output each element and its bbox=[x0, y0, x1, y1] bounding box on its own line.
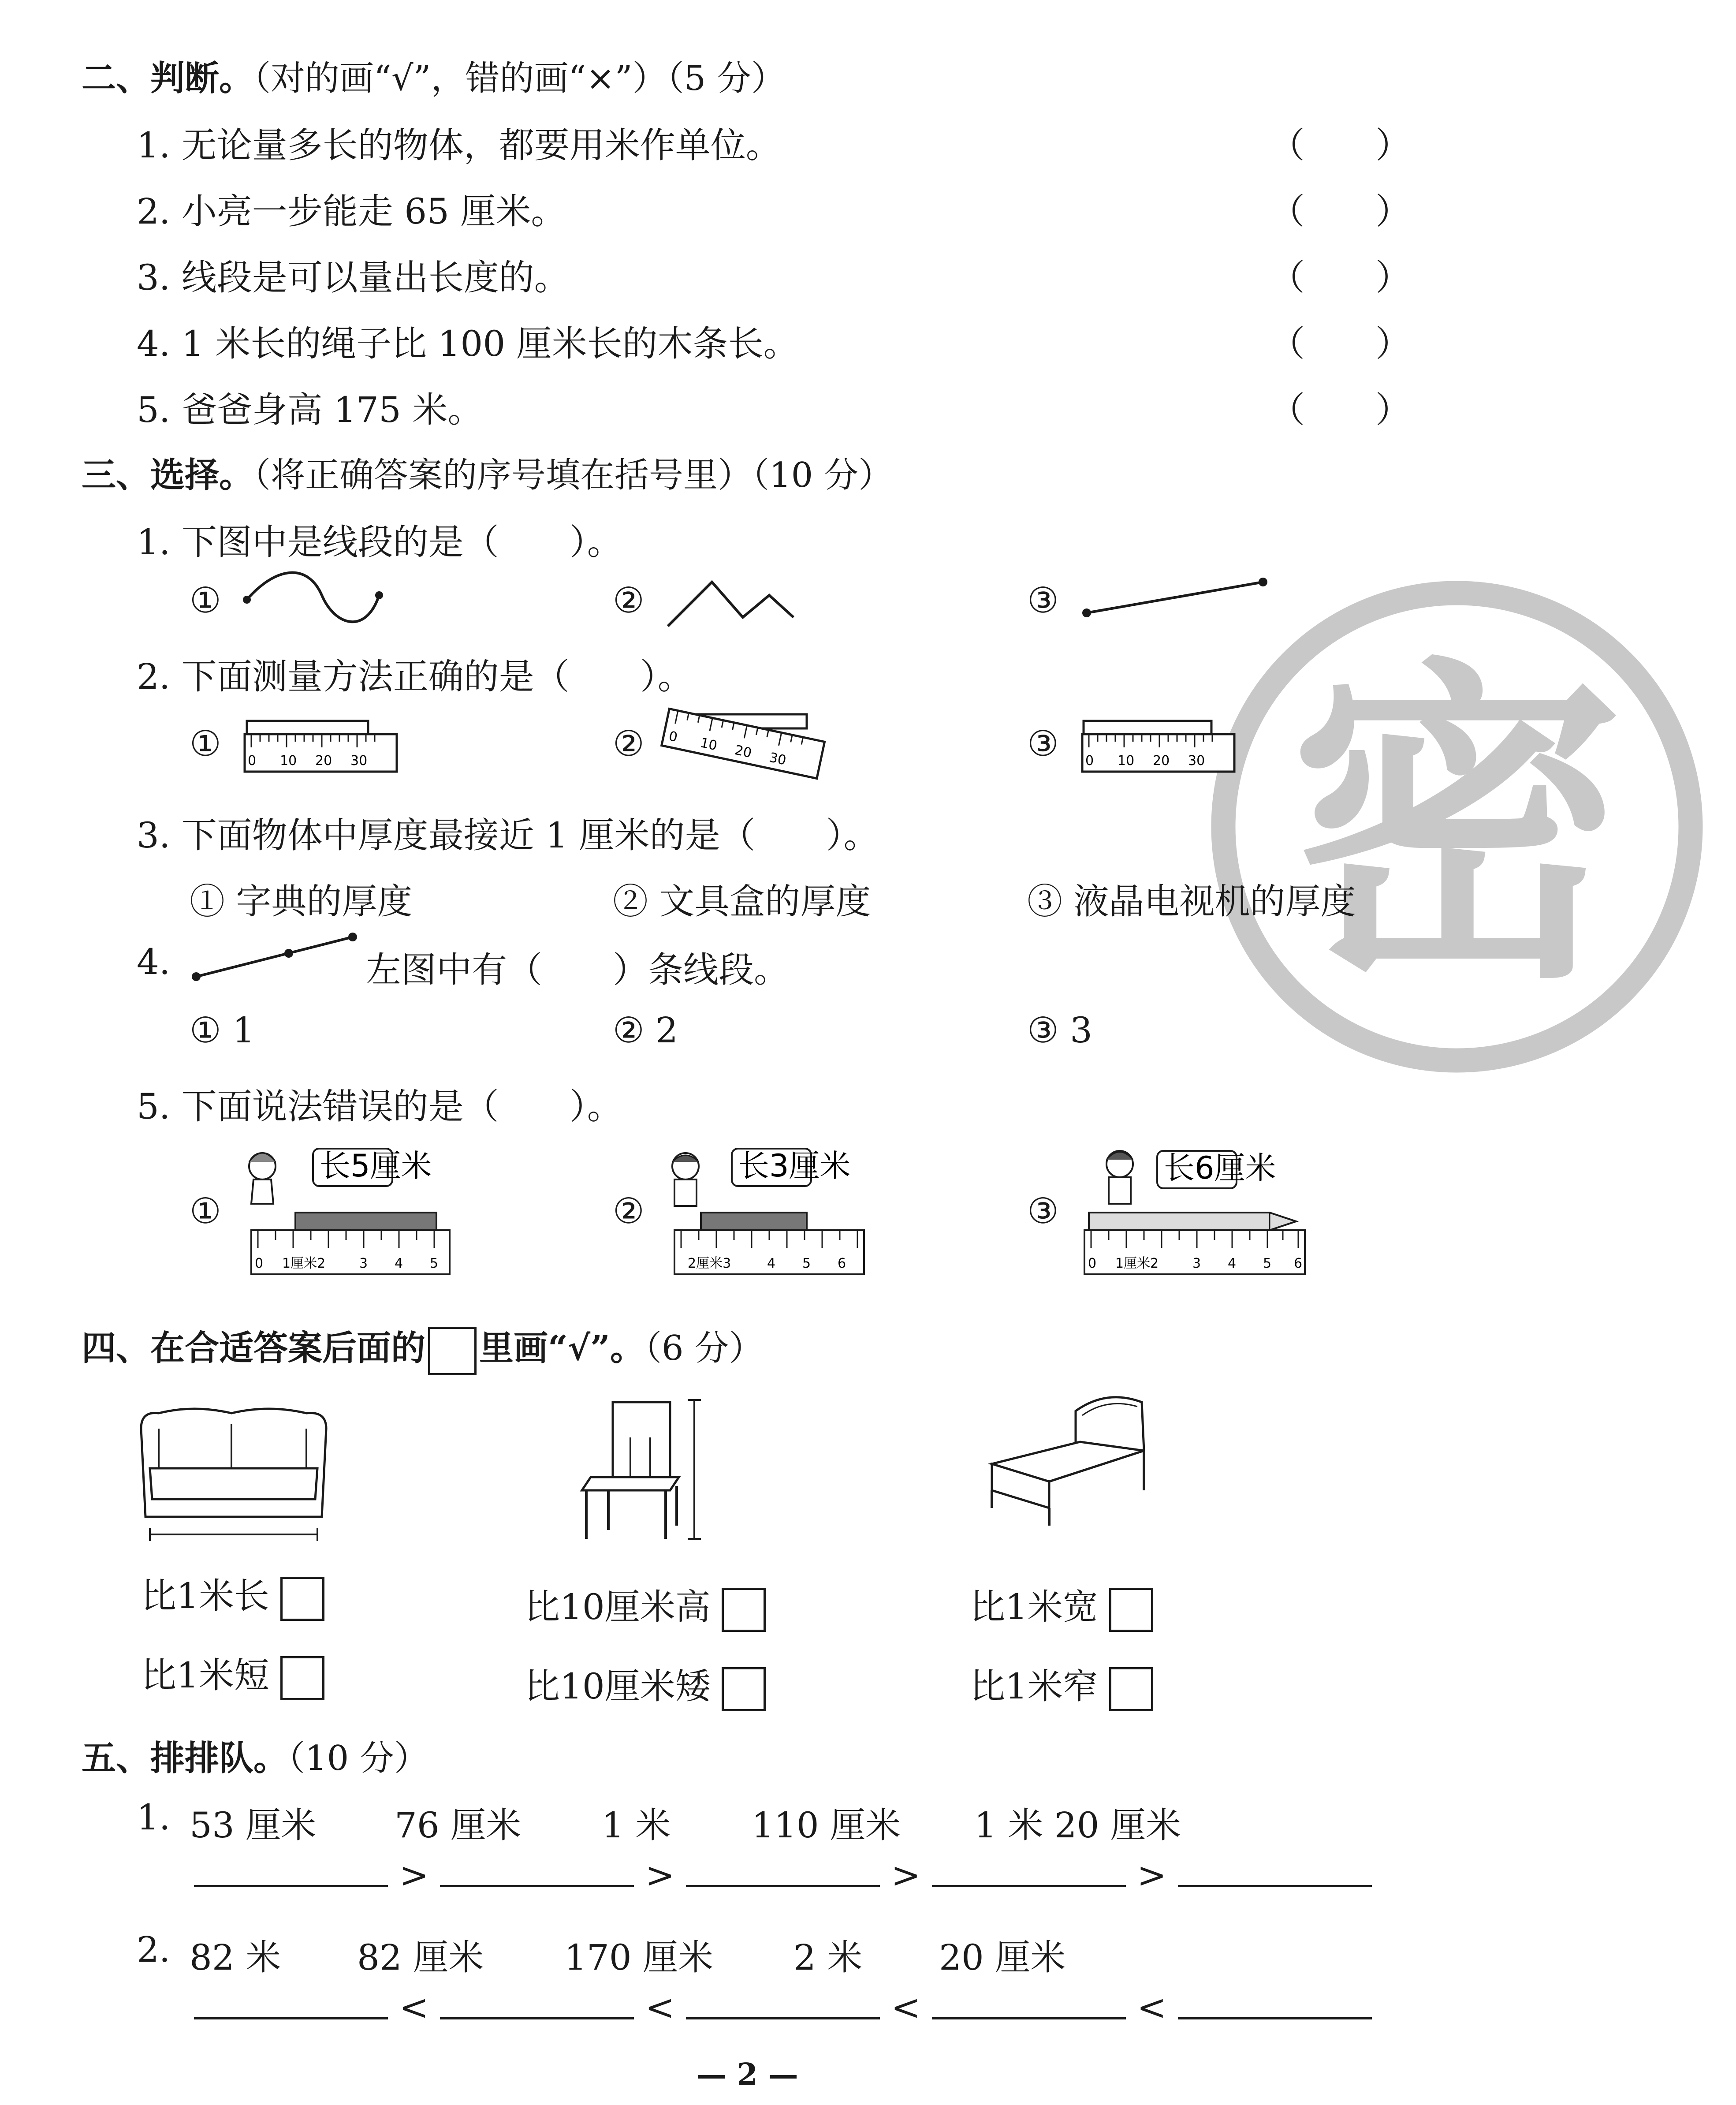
ruler-tick-label: 2厘米3 bbox=[688, 1256, 731, 1271]
measure-scene-3 bbox=[1080, 1142, 1314, 1288]
stamp-character: 密 bbox=[1289, 633, 1624, 1023]
section-3-title: 三、选择。 bbox=[82, 455, 254, 495]
chair-icon bbox=[573, 1398, 714, 1548]
ruler-tick-label: 3 bbox=[359, 1256, 368, 1271]
ordering-row-2 bbox=[194, 1986, 1372, 2028]
answer-blank[interactable] bbox=[932, 1854, 1126, 1887]
ruler-tick-label: 10 bbox=[1118, 753, 1135, 769]
question-number: 1. bbox=[137, 1797, 171, 1838]
ruler-tick-label: 0 bbox=[248, 753, 257, 769]
ruler-measure-correct bbox=[242, 719, 401, 776]
ordering-row-1 bbox=[194, 1854, 1372, 1896]
section-4-heading bbox=[82, 1321, 763, 1375]
item-text: 无论量多长的物体，都要用米作单位。 bbox=[181, 125, 781, 166]
sofa-icon bbox=[132, 1402, 335, 1548]
ruler-tick-label: 10 bbox=[280, 753, 297, 769]
choice-question-2 bbox=[137, 648, 693, 699]
item-text: 下面说法错误的是（ ）。 bbox=[181, 1086, 622, 1127]
option-text: 比1米长 bbox=[141, 1575, 269, 1616]
length-value: 110 厘米 bbox=[752, 1805, 901, 1846]
item-number: 3. bbox=[137, 257, 171, 298]
ruler-tick-label: 5 bbox=[430, 1256, 439, 1271]
measure-scene-2 bbox=[661, 1142, 873, 1288]
answer-checkbox[interactable] bbox=[280, 1656, 324, 1700]
answer-checkbox[interactable] bbox=[1109, 1667, 1153, 1711]
item-text: 下面物体中厚度最接近 1 厘米的是（ ）。 bbox=[181, 815, 879, 856]
choice-question-4-text: 左图中有（ ）条线段。 bbox=[366, 949, 789, 990]
section-5-note: （10 分） bbox=[288, 1739, 429, 1778]
question-number: 2. bbox=[137, 1929, 171, 1970]
answer-blank[interactable] bbox=[194, 1854, 388, 1887]
item-number: 5. bbox=[137, 1086, 171, 1127]
ruler-tick-label: 6 bbox=[1294, 1256, 1303, 1271]
answer-blank[interactable] bbox=[440, 1986, 634, 2019]
speech-bubble-text: 长6厘米 bbox=[1164, 1150, 1276, 1186]
answer-paren[interactable]: （ ） bbox=[1270, 323, 1411, 364]
answer-checkbox[interactable] bbox=[722, 1588, 766, 1632]
ruler-tick-label: 3 bbox=[1192, 1256, 1201, 1271]
option-label[interactable]: ① 1 bbox=[190, 1010, 255, 1051]
option-label[interactable]: ① bbox=[190, 580, 221, 621]
ruler-tick-label: 4 bbox=[395, 1256, 403, 1271]
answer-paren[interactable]: （ ） bbox=[1270, 389, 1411, 430]
compare-sign: < bbox=[1137, 1987, 1167, 2028]
ruler-tick-label: 30 bbox=[350, 753, 368, 769]
answer-blank[interactable] bbox=[194, 1986, 388, 2019]
section-4-note: （6 分） bbox=[644, 1329, 764, 1368]
answer-blank[interactable] bbox=[440, 1854, 634, 1887]
item-text: 爸爸身高 175 米。 bbox=[181, 389, 483, 430]
compare-sign: < bbox=[399, 1987, 429, 2028]
judge-item bbox=[137, 117, 781, 168]
section-4-title-b: 里画“√”。 bbox=[479, 1328, 645, 1368]
answer-paren[interactable]: （ ） bbox=[1270, 191, 1411, 232]
ruler-tick-label: 0 bbox=[1088, 1256, 1097, 1271]
section-3-note: （将正确答案的序号填在括号里）（10 分） bbox=[253, 455, 893, 495]
option-label[interactable]: ① bbox=[190, 1191, 221, 1232]
length-value: 20 厘米 bbox=[939, 1937, 1066, 1978]
answer-blank[interactable] bbox=[686, 1854, 880, 1887]
pencil-icon bbox=[1089, 1213, 1296, 1230]
ruler-tick-label: 0 bbox=[1085, 753, 1094, 769]
compare-sign: < bbox=[891, 1987, 921, 2028]
option-label[interactable]: ③ bbox=[1027, 1191, 1059, 1232]
answer-checkbox[interactable] bbox=[280, 1577, 324, 1621]
ruler-tick-label: 30 bbox=[767, 750, 788, 769]
section-2-title: 二、判断。 bbox=[82, 58, 254, 98]
ruler-tick-label: 4 bbox=[1228, 1256, 1237, 1271]
item-number: 1. bbox=[137, 125, 171, 166]
ruler-tick-label: 0 bbox=[667, 728, 679, 746]
answer-blank[interactable] bbox=[1178, 1854, 1372, 1887]
ruler-tick-label: 20 bbox=[1153, 753, 1170, 769]
section-3-heading bbox=[82, 448, 893, 497]
length-value: 2 米 bbox=[793, 1937, 863, 1978]
judge-item bbox=[137, 249, 570, 300]
length-value: 1 米 bbox=[602, 1805, 671, 1846]
option-text: 比1米短 bbox=[141, 1655, 269, 1696]
sofa-option-shorter bbox=[141, 1647, 324, 1700]
answer-blank[interactable] bbox=[1178, 1986, 1372, 2019]
page-number: — 2 — bbox=[697, 2057, 798, 2092]
option-text: 比1米窄 bbox=[970, 1666, 1098, 1707]
checkbox-sample bbox=[428, 1327, 477, 1375]
ruler-measure-offset bbox=[1080, 719, 1239, 776]
section-5-title: 五、排排队。 bbox=[82, 1738, 288, 1778]
option-label[interactable]: ② 文具盒的厚度 bbox=[613, 881, 871, 922]
length-value: 53 厘米 bbox=[190, 1805, 317, 1846]
option-label[interactable]: ③ 3 bbox=[1027, 1010, 1093, 1051]
length-value: 170 厘米 bbox=[564, 1937, 714, 1978]
ruler-measure-tilted bbox=[661, 705, 838, 785]
ruler-tick-label: 0 bbox=[255, 1256, 264, 1271]
option-label[interactable]: ② bbox=[613, 723, 644, 764]
bed-option-wider bbox=[970, 1579, 1153, 1632]
boy-icon bbox=[1106, 1151, 1133, 1204]
option-text: 比10厘米矮 bbox=[525, 1666, 711, 1707]
ruler-tick-label: 30 bbox=[1188, 753, 1205, 769]
question-number: 4. bbox=[137, 941, 171, 982]
section-2-note: （对的画“√”，错的画“×”）（5 分） bbox=[253, 59, 786, 98]
measure-scene-1 bbox=[238, 1142, 458, 1288]
bed-option-narrower bbox=[970, 1658, 1153, 1711]
sofa-option-longer bbox=[141, 1568, 324, 1621]
answer-checkbox[interactable] bbox=[1109, 1588, 1153, 1632]
option-text: 比1米宽 bbox=[970, 1586, 1098, 1627]
option-label[interactable]: ③ bbox=[1027, 723, 1059, 764]
section-4-title-a: 四、在合适答案后面的 bbox=[82, 1328, 426, 1368]
option-label[interactable]: ③ 液晶电视机的厚度 bbox=[1027, 881, 1356, 922]
item-number: 3. bbox=[137, 815, 171, 856]
length-value: 76 厘米 bbox=[395, 1805, 522, 1846]
two-segment-figure bbox=[190, 930, 361, 988]
length-value: 82 厘米 bbox=[357, 1937, 484, 1978]
item-number: 1. bbox=[137, 522, 171, 563]
judge-item bbox=[137, 381, 483, 432]
item-text: 小亮一步能走 65 厘米。 bbox=[181, 191, 566, 232]
ruler-tick-label: 1厘米2 bbox=[282, 1256, 326, 1271]
segment-figure bbox=[1080, 573, 1270, 622]
speech-bubble-text: 长5厘米 bbox=[320, 1148, 432, 1184]
boy-icon bbox=[672, 1153, 699, 1206]
section-5-heading bbox=[82, 1731, 428, 1780]
bed-icon bbox=[974, 1393, 1159, 1539]
judge-item bbox=[137, 183, 566, 234]
item-text: 下图中是线段的是（ ）。 bbox=[181, 522, 622, 563]
option-label[interactable]: ① bbox=[190, 723, 221, 764]
ruler-tick-label: 20 bbox=[733, 742, 753, 761]
answer-paren[interactable]: （ ） bbox=[1270, 257, 1411, 298]
answer-checkbox[interactable] bbox=[722, 1667, 766, 1711]
item-text: 下面测量方法正确的是（ ）。 bbox=[181, 656, 693, 697]
judge-item bbox=[137, 315, 799, 366]
length-value: 82 米 bbox=[190, 1937, 281, 1978]
ruler-tick-label: 5 bbox=[802, 1256, 811, 1271]
answer-blank[interactable] bbox=[932, 1986, 1126, 2019]
item-number: 2. bbox=[137, 191, 171, 232]
speech-bubble-text: 长3厘米 bbox=[738, 1148, 851, 1184]
chair-option-shorter bbox=[525, 1658, 766, 1711]
compare-sign: > bbox=[645, 1855, 675, 1896]
girl-icon bbox=[249, 1153, 276, 1204]
zigzag-figure bbox=[666, 573, 798, 631]
item-number: 4. bbox=[137, 323, 171, 364]
choice-question-3 bbox=[137, 807, 879, 858]
item-number: 5. bbox=[137, 389, 171, 430]
choice-question-5 bbox=[137, 1078, 622, 1129]
choice-question-1 bbox=[137, 514, 622, 564]
ruler-tick-label: 10 bbox=[699, 735, 719, 754]
ruler-tick-label: 20 bbox=[315, 753, 332, 769]
compare-sign: > bbox=[1137, 1855, 1167, 1896]
answer-paren[interactable]: （ ） bbox=[1270, 125, 1411, 166]
ruler-tick-label: 6 bbox=[838, 1256, 846, 1271]
ruler-tick-label: 1厘米2 bbox=[1115, 1256, 1159, 1271]
section-2-heading bbox=[82, 51, 786, 100]
ruler-tick-label: 4 bbox=[767, 1256, 776, 1271]
chair-option-taller bbox=[525, 1579, 766, 1632]
option-label[interactable]: ② bbox=[613, 580, 644, 621]
option-text: 比10厘米高 bbox=[525, 1586, 711, 1627]
length-value: 1 米 20 厘米 bbox=[974, 1805, 1181, 1846]
item-text: 线段是可以量出长度的。 bbox=[181, 257, 570, 298]
compare-sign: < bbox=[645, 1987, 675, 2028]
option-label[interactable]: ① 字典的厚度 bbox=[190, 881, 413, 922]
stamp-seal-icon bbox=[1203, 573, 1710, 1080]
curve-figure bbox=[242, 569, 384, 631]
option-label[interactable]: ② 2 bbox=[613, 1010, 678, 1051]
option-label[interactable]: ③ bbox=[1027, 580, 1059, 621]
option-label[interactable]: ② bbox=[613, 1191, 644, 1232]
ruler-tick-label: 5 bbox=[1263, 1256, 1272, 1271]
secret-stamp bbox=[1203, 573, 1710, 1080]
item-number: 2. bbox=[137, 656, 171, 697]
compare-sign: > bbox=[399, 1855, 429, 1896]
answer-blank[interactable] bbox=[686, 1986, 880, 2019]
compare-sign: > bbox=[891, 1855, 921, 1896]
item-text: 1 米长的绳子比 100 厘米长的木条长。 bbox=[181, 323, 799, 364]
